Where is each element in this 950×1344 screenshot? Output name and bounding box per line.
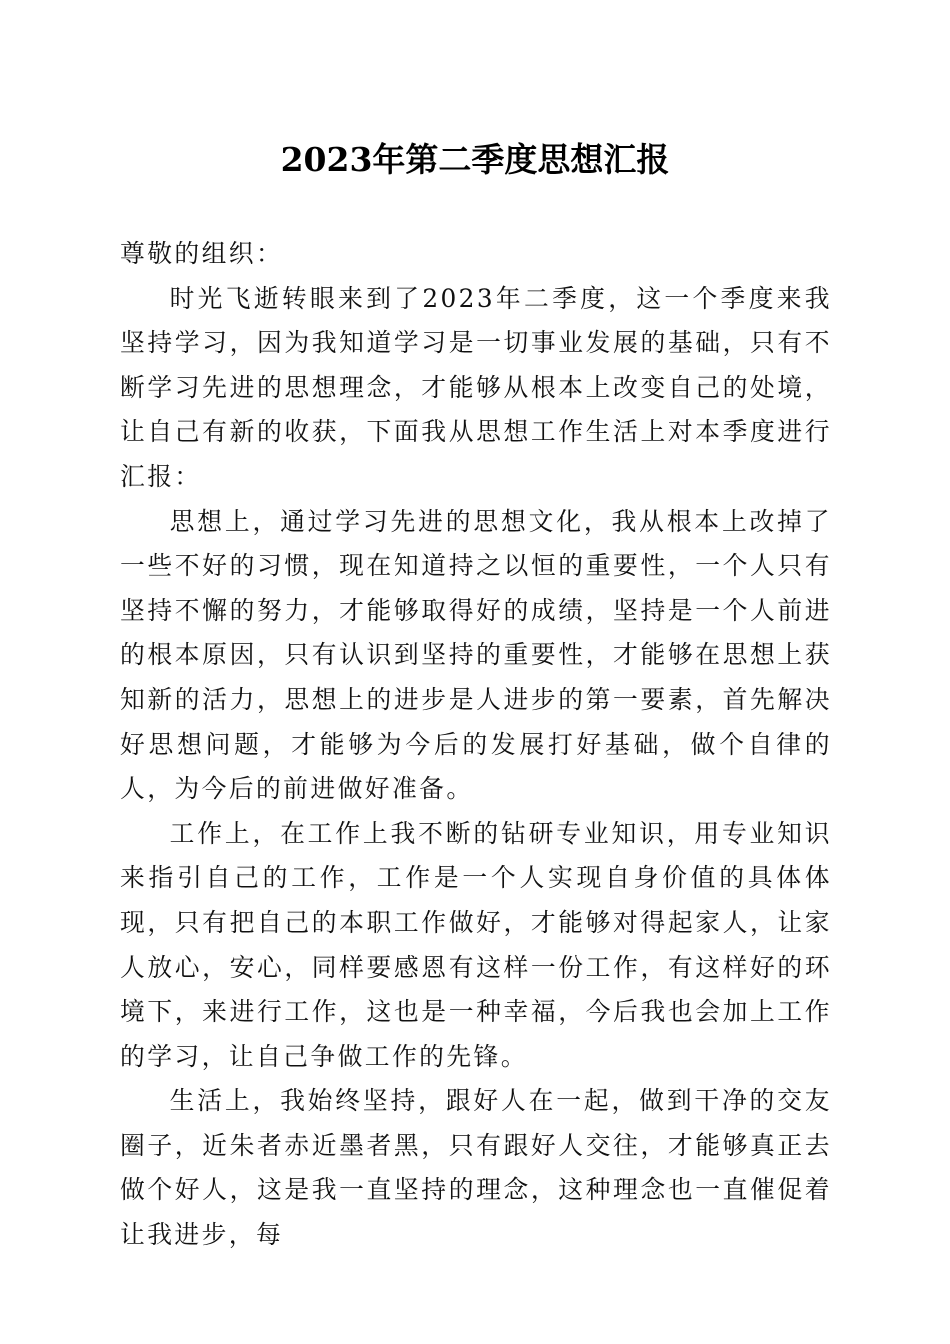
paragraph-work: 工作上，在工作上我不断的钻研专业知识，用专业知识来指引自己的工作，工作是一个人实现自身价值的具体体现，只有把自己的本职工作做好，才能够对得起家人，让家人放心，安心，同样要感恩有这样一份工作，有这样好的环境下，来进行工作，这也是一种幸福，今后我也会加上工作的学习，让自己争做工作的先锋。 [120, 818, 832, 1071]
paragraph-thought: 思想上，通过学习先进的思想文化，我从根本上改掉了一些不好的习惯，现在知道持之以恒的重要性，一个人只有坚持不懈的努力，才能够取得好的成绩，坚持是一个人前进的根本原因，只有认识到坚持的重要性，才能够在思想上获知新的活力，思想上的进步是人进步的第一要素，首先解决好思想问题，才能够为今后的发展打好基础，做个自律的人，为今后的前进做好准备。 [120, 506, 832, 804]
document-title: 2023年第二季度思想汇报 [280, 140, 670, 179]
paragraph-intro: 时光飞逝转眼来到了2023年二季度，这一个季度来我坚持学习，因为我知道学习是一切事业发展的基础，只有不断学习先进的思想理念，才能够从根本上改变自己的处境，让自己有新的收获，下面我从思想工作生活上对本季度进行汇报： [120, 283, 832, 491]
document-body [120, 232, 832, 1258]
paragraph-life: 生活上，我始终坚持，跟好人在一起，做到干净的交友圈子，近朱者赤近墨者黑，只有跟好人交往，才能够真正去做个好人，这是我一直坚持的理念，这种理念也一直催促着让我进步，每 [120, 1086, 832, 1250]
salutation: 尊敬的组织： [120, 239, 284, 268]
